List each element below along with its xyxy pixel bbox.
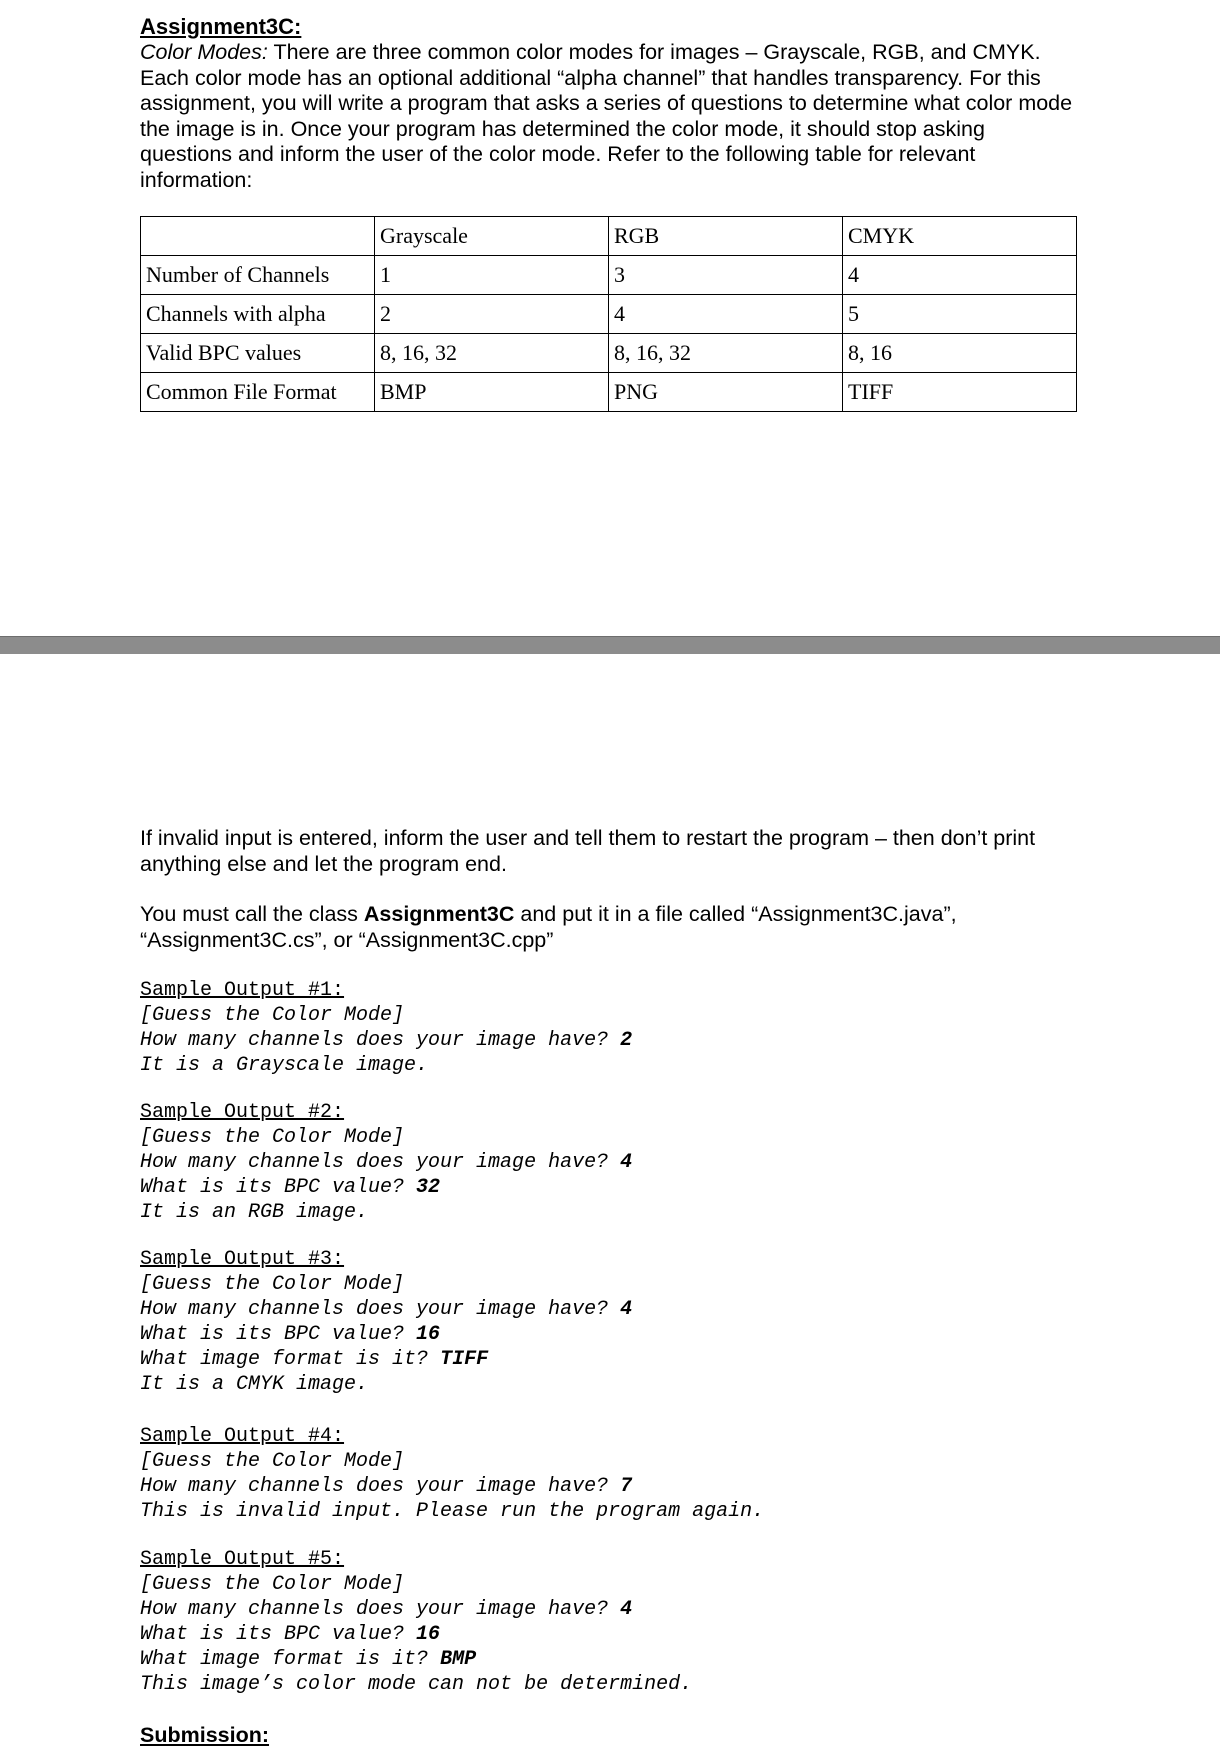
sample-line: [140, 1372, 1040, 1397]
table-cell: PNG: [609, 373, 843, 412]
table-cell: 4: [843, 256, 1077, 295]
sample-line-text: What is its BPC value?: [140, 1176, 417, 1199]
sample-title: Sample Output #2:: [140, 1101, 345, 1124]
table-header-cmyk: CMYK: [843, 217, 1077, 256]
sample-line: [140, 1672, 1040, 1697]
sample-line-text: This image’s color mode can not be determined.: [140, 1673, 693, 1696]
sample-output-5: [140, 1547, 1040, 1697]
table-cell: 8, 16, 32: [375, 334, 609, 373]
intro-paragraph: [140, 40, 1080, 193]
table-row-label: Channels with alpha: [141, 295, 375, 334]
page-separator: [0, 636, 1220, 655]
sample-line: [140, 1474, 1040, 1499]
sample-line: [140, 1053, 1040, 1078]
sample-user-input: 2: [620, 1029, 633, 1052]
table-cell: 8, 16, 32: [609, 334, 843, 373]
sample-line: [140, 1622, 1040, 1647]
sample-line-text: What is its BPC value?: [140, 1623, 417, 1646]
sample-user-input: 16: [416, 1623, 441, 1646]
sample-line: [140, 1297, 1040, 1322]
intro-text: There are three common color modes for images – Grayscale, RGB, and CMYK. Each color mode has an optional additional “alpha channel” that handles transparency. For this assignment, you will write a program that asks a series of questions to determine what color mode the image is in. Once your program has determined the color mode, it should stop asking questions and inform the user of the color mode. Refer to the following table for relevant information:: [140, 40, 1073, 192]
assignment-heading: Assignment3C:: [140, 14, 302, 39]
sample-line-text: How many channels does your image have?: [140, 1029, 621, 1052]
sample-user-input: BMP: [440, 1648, 477, 1671]
sample-output-2: [140, 1100, 1040, 1225]
sample-line-text: [Guess the Color Mode]: [140, 1573, 405, 1596]
sample-line-text: [Guess the Color Mode]: [140, 1004, 405, 1027]
invalid-input-paragraph: If invalid input is entered, inform the user and tell them to restart the program – then don’t print anything else and let the program end.: [140, 826, 1036, 876]
table-cell: BMP: [375, 373, 609, 412]
color-mode-table: [140, 216, 1077, 412]
table-row-label: Valid BPC values: [141, 334, 375, 373]
sample-title: Sample Output #1:: [140, 979, 345, 1002]
table-cell: 2: [375, 295, 609, 334]
table-row: [141, 256, 1077, 295]
sample-line-text: How many channels does your image have?: [140, 1298, 621, 1321]
sample-line-text: What is its BPC value?: [140, 1323, 417, 1346]
table-cell: TIFF: [843, 373, 1077, 412]
sample-line-text: [Guess the Color Mode]: [140, 1126, 405, 1149]
submission-heading: Submission:: [140, 1723, 270, 1747]
sample-user-input: 4: [620, 1151, 633, 1174]
sample-line: [140, 1322, 1040, 1347]
sample-title: Sample Output #4:: [140, 1425, 345, 1448]
sample-user-input: 4: [620, 1598, 633, 1621]
sample-line: [140, 1200, 1040, 1225]
table-cell: 1: [375, 256, 609, 295]
intro-label: Color Modes:: [140, 40, 268, 64]
sample-output-1: [140, 978, 1040, 1078]
sample-output-4: [140, 1424, 1040, 1524]
sample-line: [140, 1125, 1040, 1150]
table-row: [141, 295, 1077, 334]
sample-line-text: It is an RGB image.: [140, 1201, 369, 1224]
sample-line-text: [Guess the Color Mode]: [140, 1273, 405, 1296]
sample-title: Sample Output #3:: [140, 1248, 345, 1271]
sample-user-input: 16: [416, 1323, 441, 1346]
sample-line-text: It is a Grayscale image.: [140, 1054, 429, 1077]
sample-user-input: TIFF: [440, 1348, 489, 1371]
sample-line: [140, 1150, 1040, 1175]
table-header-grayscale: Grayscale: [375, 217, 609, 256]
table-row: [141, 334, 1077, 373]
table-row: [141, 373, 1077, 412]
sample-line: [140, 1003, 1040, 1028]
sample-line: [140, 1499, 1040, 1524]
sample-user-input: 4: [620, 1298, 633, 1321]
table-header-row: [141, 217, 1077, 256]
table-cell: 4: [609, 295, 843, 334]
table-cell: 5: [843, 295, 1077, 334]
sample-line-text: What image format is it?: [140, 1648, 441, 1671]
sample-line: [140, 1347, 1040, 1372]
table-header-rgb: RGB: [609, 217, 843, 256]
class-name-paragraph: [140, 902, 1080, 953]
sample-line-text: What image format is it?: [140, 1348, 441, 1371]
sample-line: [140, 1572, 1040, 1597]
table-cell: [141, 217, 375, 256]
sample-line: [140, 1272, 1040, 1297]
table-cell: 8, 16: [843, 334, 1077, 373]
sample-line-text: [Guess the Color Mode]: [140, 1450, 405, 1473]
sample-line: [140, 1028, 1040, 1053]
table-row-label: Common File Format: [141, 373, 375, 412]
sample-line-text: How many channels does your image have?: [140, 1151, 621, 1174]
table-row-label: Number of Channels: [141, 256, 375, 295]
class-para-pre: You must call the class: [140, 902, 364, 926]
sample-line: [140, 1175, 1040, 1200]
sample-line: [140, 1449, 1040, 1474]
class-para-post: and put it in a file called “Assignment3C.java”, “Assignment3C.cs”, or “Assignment3C.cpp”: [140, 902, 957, 952]
sample-output-3: [140, 1247, 1040, 1397]
sample-line: [140, 1647, 1040, 1672]
class-name: Assignment3C: [363, 902, 515, 926]
sample-line-text: This is invalid input. Please run the program again.: [140, 1500, 765, 1523]
sample-line-text: It is a CMYK image.: [140, 1373, 369, 1396]
sample-line: [140, 1597, 1040, 1622]
sample-title: Sample Output #5:: [140, 1548, 345, 1571]
sample-line-text: How many channels does your image have?: [140, 1598, 621, 1621]
sample-user-input: 32: [416, 1176, 441, 1199]
table-cell: 3: [609, 256, 843, 295]
sample-user-input: 7: [620, 1475, 633, 1498]
sample-line-text: How many channels does your image have?: [140, 1475, 621, 1498]
